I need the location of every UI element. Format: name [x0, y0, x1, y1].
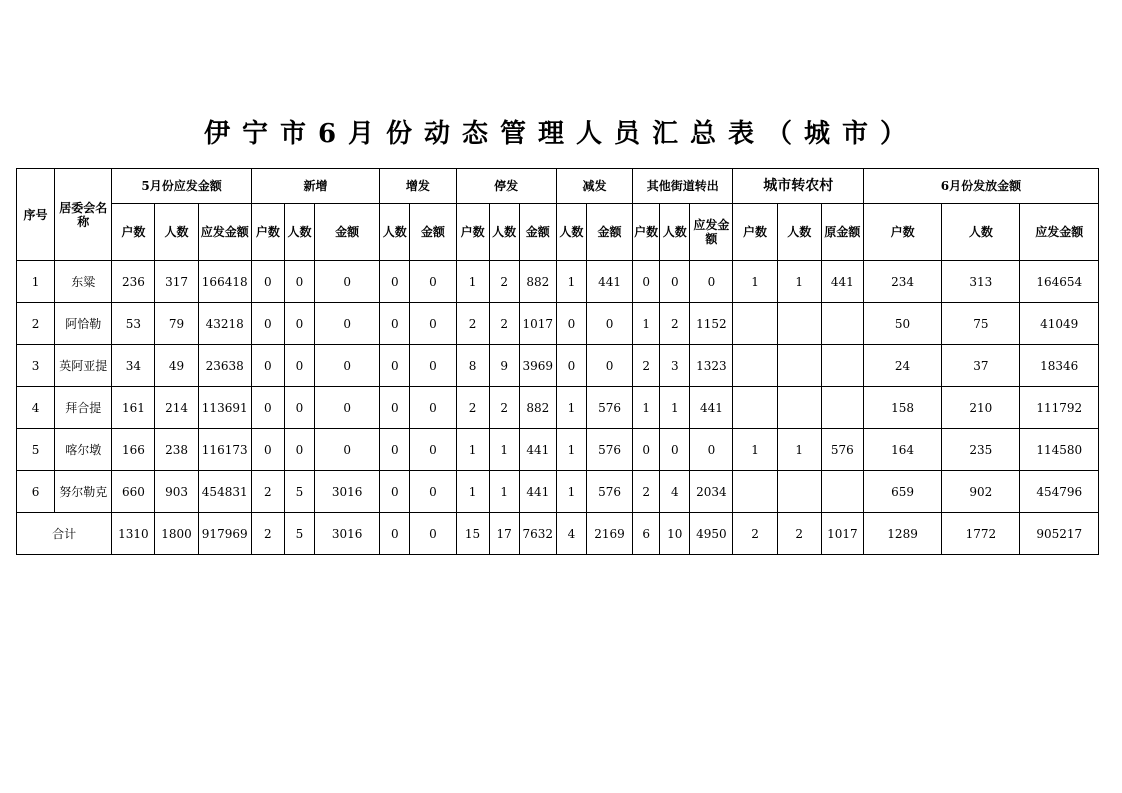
header-zhuannong: 城市转农村 [733, 169, 863, 204]
row-seq: 2 [17, 303, 55, 345]
header-xinzeng: 新增 [251, 169, 379, 204]
sub-header-may-renshu: 人数 [155, 204, 198, 261]
header-seq: 序号 [17, 169, 55, 261]
table-cell: 0 [251, 303, 284, 345]
table-cell [733, 471, 777, 513]
table-cell: 902 [942, 471, 1020, 513]
total-cell: 7632 [519, 513, 556, 555]
table-cell: 0 [380, 345, 410, 387]
header-name: 居委会名称 [55, 169, 112, 261]
table-cell: 441 [586, 261, 632, 303]
table-cell [821, 387, 863, 429]
table-cell: 659 [863, 471, 941, 513]
table-cell: 0 [284, 303, 314, 345]
total-cell: 3016 [315, 513, 380, 555]
table-cell: 2 [251, 471, 284, 513]
table-cell: 23638 [198, 345, 251, 387]
table-cell: 1 [556, 429, 586, 471]
table-cell: 1 [733, 429, 777, 471]
table-cell: 1 [633, 387, 660, 429]
table-cell: 164654 [1020, 261, 1099, 303]
table-cell: 0 [410, 471, 456, 513]
total-cell: 1289 [863, 513, 941, 555]
table-cell: 2 [489, 387, 519, 429]
table-cell: 158 [863, 387, 941, 429]
header-tingfa: 停发 [456, 169, 556, 204]
table-cell: 0 [410, 387, 456, 429]
table-cell: 2 [456, 303, 489, 345]
table-cell: 0 [284, 261, 314, 303]
table-cell: 0 [690, 429, 733, 471]
table-cell: 1 [489, 429, 519, 471]
sub-header-tingfa-renshu: 人数 [489, 204, 519, 261]
table-cell: 882 [519, 261, 556, 303]
row-name: 阿恰勒 [55, 303, 112, 345]
table-cell: 441 [519, 471, 556, 513]
table-cell [777, 303, 821, 345]
row-name: 东粱 [55, 261, 112, 303]
table-cell: 0 [315, 387, 380, 429]
sub-header-tingfa-jine: 金额 [519, 204, 556, 261]
table-cell: 1 [456, 429, 489, 471]
table-cell [733, 387, 777, 429]
header-row-groups [17, 169, 1099, 204]
table-cell: 0 [284, 387, 314, 429]
table-cell: 2 [489, 303, 519, 345]
table-row [17, 471, 1099, 513]
table-body [17, 261, 1099, 555]
table-cell: 1 [660, 387, 690, 429]
sub-header-xinzeng-renshu: 人数 [284, 204, 314, 261]
table-cell: 0 [315, 303, 380, 345]
summary-table [16, 168, 1099, 555]
table-cell: 1 [456, 471, 489, 513]
table-cell [821, 471, 863, 513]
table-cell: 0 [315, 345, 380, 387]
header-qita: 其他街道转出 [633, 169, 733, 204]
table-cell: 0 [633, 261, 660, 303]
table-cell: 5 [284, 471, 314, 513]
table-cell [777, 345, 821, 387]
table-row [17, 429, 1099, 471]
table-cell: 0 [556, 303, 586, 345]
table-cell: 166418 [198, 261, 251, 303]
total-cell: 2 [733, 513, 777, 555]
table-cell: 903 [155, 471, 198, 513]
table-cell: 2 [633, 345, 660, 387]
total-cell: 17 [489, 513, 519, 555]
page-title: 伊宁市6月份动态管理人员汇总表（城市） [203, 119, 919, 149]
table-cell: 37 [942, 345, 1020, 387]
table-cell: 116173 [198, 429, 251, 471]
row-name: 喀尔墩 [55, 429, 112, 471]
table-cell: 8 [456, 345, 489, 387]
header-row-sub [17, 204, 1099, 261]
table-cell: 1 [556, 471, 586, 513]
table-cell: 164 [863, 429, 941, 471]
row-seq: 3 [17, 345, 55, 387]
total-cell: 905217 [1020, 513, 1099, 555]
table-cell: 1 [777, 261, 821, 303]
table-cell: 0 [284, 429, 314, 471]
sub-header-may-jine: 应发金额 [198, 204, 251, 261]
table-cell: 0 [251, 261, 284, 303]
sub-header-may-hushu: 户数 [112, 204, 155, 261]
table-cell: 0 [410, 429, 456, 471]
table-cell: 0 [251, 345, 284, 387]
table-cell: 238 [155, 429, 198, 471]
total-row [17, 513, 1099, 555]
table-cell: 75 [942, 303, 1020, 345]
table-cell: 0 [410, 261, 456, 303]
table-cell: 4 [660, 471, 690, 513]
table-cell: 0 [380, 303, 410, 345]
table-cell: 0 [251, 387, 284, 429]
table-cell: 441 [690, 387, 733, 429]
table-cell: 0 [380, 429, 410, 471]
table-cell: 161 [112, 387, 155, 429]
table-cell: 53 [112, 303, 155, 345]
table-cell: 317 [155, 261, 198, 303]
sub-header-jianfa-jine: 金额 [586, 204, 632, 261]
table-cell: 0 [660, 261, 690, 303]
table-cell: 882 [519, 387, 556, 429]
row-seq: 5 [17, 429, 55, 471]
sub-header-zhuannong-jine: 原金额 [821, 204, 863, 261]
row-seq: 4 [17, 387, 55, 429]
table-cell: 0 [586, 303, 632, 345]
table-cell: 660 [112, 471, 155, 513]
table-cell: 1 [556, 261, 586, 303]
table-cell: 1152 [690, 303, 733, 345]
table-row [17, 387, 1099, 429]
table-cell: 0 [380, 261, 410, 303]
sub-header-xinzeng-hushu: 户数 [251, 204, 284, 261]
table-cell: 0 [380, 471, 410, 513]
total-cell: 4 [556, 513, 586, 555]
table-cell [733, 345, 777, 387]
total-cell: 917969 [198, 513, 251, 555]
total-cell: 10 [660, 513, 690, 555]
table-cell: 454796 [1020, 471, 1099, 513]
row-seq: 1 [17, 261, 55, 303]
table-cell [733, 303, 777, 345]
table-cell: 1017 [519, 303, 556, 345]
total-cell: 2169 [586, 513, 632, 555]
table-cell: 111792 [1020, 387, 1099, 429]
table-cell: 0 [586, 345, 632, 387]
row-name: 英阿亚提 [55, 345, 112, 387]
table-cell: 0 [410, 303, 456, 345]
sub-header-xinzeng-jine: 金额 [315, 204, 380, 261]
sub-header-qita-renshu: 人数 [660, 204, 690, 261]
table-cell: 236 [112, 261, 155, 303]
table-row [17, 345, 1099, 387]
table-cell: 9 [489, 345, 519, 387]
table-cell: 2 [660, 303, 690, 345]
sub-header-june-renshu: 人数 [942, 204, 1020, 261]
table-cell: 2 [489, 261, 519, 303]
table-row [17, 261, 1099, 303]
table-cell: 576 [586, 387, 632, 429]
table-cell: 3 [660, 345, 690, 387]
table-cell: 0 [315, 429, 380, 471]
sub-header-june-hushu: 户数 [863, 204, 941, 261]
total-cell: 15 [456, 513, 489, 555]
table-cell: 235 [942, 429, 1020, 471]
table-cell: 3016 [315, 471, 380, 513]
table-cell: 0 [556, 345, 586, 387]
table-cell: 313 [942, 261, 1020, 303]
table-cell: 210 [942, 387, 1020, 429]
total-cell: 2 [251, 513, 284, 555]
total-cell: 6 [633, 513, 660, 555]
table-cell: 234 [863, 261, 941, 303]
table-cell: 41049 [1020, 303, 1099, 345]
total-cell: 1017 [821, 513, 863, 555]
table-cell [821, 303, 863, 345]
table-cell: 79 [155, 303, 198, 345]
sub-header-tingfa-hushu: 户数 [456, 204, 489, 261]
sub-header-qita-jine: 应发金额 [690, 204, 733, 261]
table-cell: 0 [633, 429, 660, 471]
total-cell: 0 [380, 513, 410, 555]
table-cell: 0 [690, 261, 733, 303]
table-cell: 0 [380, 387, 410, 429]
table-cell: 454831 [198, 471, 251, 513]
table-cell: 3969 [519, 345, 556, 387]
table-cell: 1 [633, 303, 660, 345]
total-cell: 1772 [942, 513, 1020, 555]
table-cell: 576 [821, 429, 863, 471]
row-name: 努尔勒克 [55, 471, 112, 513]
table-cell: 43218 [198, 303, 251, 345]
table-cell: 441 [519, 429, 556, 471]
table-cell: 1 [489, 471, 519, 513]
table-cell: 0 [315, 261, 380, 303]
table-cell: 49 [155, 345, 198, 387]
table-cell: 0 [251, 429, 284, 471]
row-seq: 6 [17, 471, 55, 513]
total-cell: 5 [284, 513, 314, 555]
table-cell: 50 [863, 303, 941, 345]
header-june: 6月份发放金额 [863, 169, 1098, 204]
table-cell: 24 [863, 345, 941, 387]
sub-header-qita-hushu: 户数 [633, 204, 660, 261]
table-cell: 214 [155, 387, 198, 429]
sub-header-jianfa-renshu: 人数 [556, 204, 586, 261]
table-cell: 1 [733, 261, 777, 303]
total-cell: 2 [777, 513, 821, 555]
total-cell: 1800 [155, 513, 198, 555]
table-cell: 2034 [690, 471, 733, 513]
header-jianfa: 减发 [556, 169, 632, 204]
total-cell: 1310 [112, 513, 155, 555]
table-cell: 2 [633, 471, 660, 513]
table-cell: 113691 [198, 387, 251, 429]
table-cell: 34 [112, 345, 155, 387]
table-cell: 576 [586, 471, 632, 513]
row-name: 拜合提 [55, 387, 112, 429]
total-cell: 4950 [690, 513, 733, 555]
sub-header-zhuannong-renshu: 人数 [777, 204, 821, 261]
table-cell: 114580 [1020, 429, 1099, 471]
table-cell [821, 345, 863, 387]
total-cell: 0 [410, 513, 456, 555]
table-cell: 18346 [1020, 345, 1099, 387]
table-cell: 2 [456, 387, 489, 429]
table-cell: 1 [777, 429, 821, 471]
table-cell: 0 [660, 429, 690, 471]
table-cell: 1 [556, 387, 586, 429]
table-cell: 441 [821, 261, 863, 303]
sub-header-zengfa-jine: 金额 [410, 204, 456, 261]
sub-header-zengfa-renshu: 人数 [380, 204, 410, 261]
header-zengfa: 增发 [380, 169, 456, 204]
table-cell: 0 [284, 345, 314, 387]
table-cell: 0 [410, 345, 456, 387]
table-cell [777, 471, 821, 513]
table-cell: 1 [456, 261, 489, 303]
sub-header-june-jine: 应发金额 [1020, 204, 1099, 261]
table-cell: 576 [586, 429, 632, 471]
table-cell: 166 [112, 429, 155, 471]
header-may: 5月份应发金额 [112, 169, 251, 204]
table-cell: 1323 [690, 345, 733, 387]
sub-header-zhuannong-hushu: 户数 [733, 204, 777, 261]
table-row [17, 303, 1099, 345]
table-cell [777, 387, 821, 429]
total-label: 合计 [17, 513, 112, 555]
